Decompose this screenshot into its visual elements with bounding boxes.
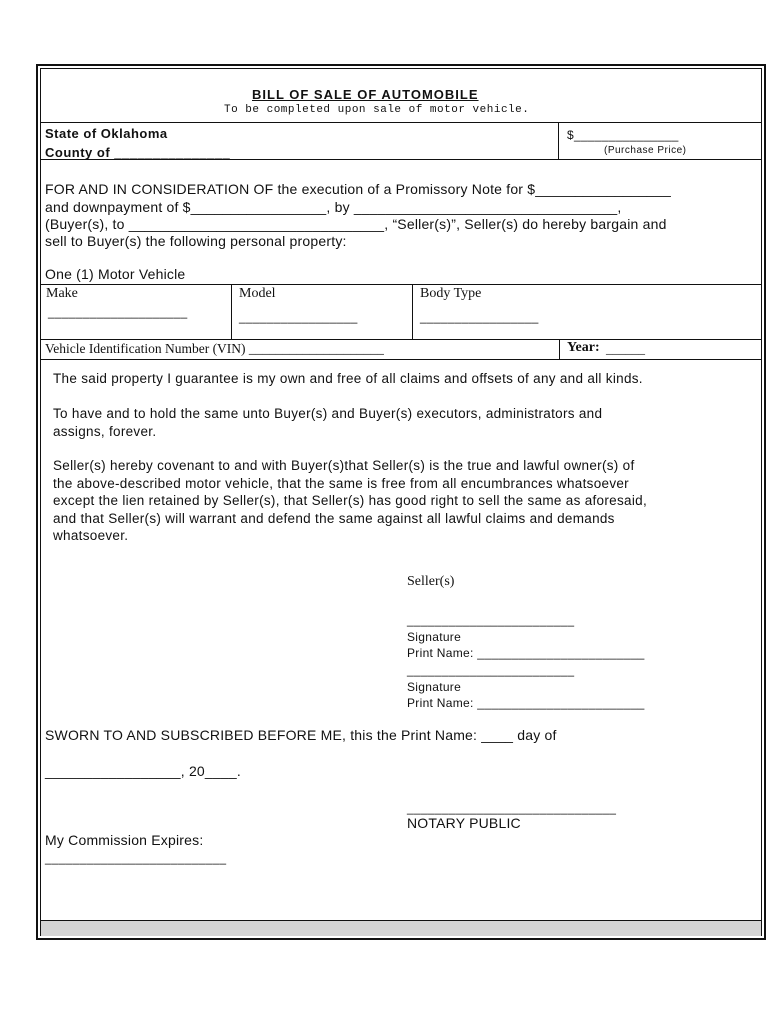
guarantee-text: The said property I guarantee is my own and free of all claims and offsets of any and all kinds.	[53, 371, 643, 386]
vin-field[interactable]: Vehicle Identification Number (VIN) ____________________	[45, 341, 384, 356]
make-field[interactable]: ____________________	[48, 305, 188, 319]
covenant-text-4: and that Seller(s) will warrant and defend the same against all lawful claims and demands	[53, 511, 615, 526]
signature-line-2[interactable]: ________________________	[407, 663, 575, 677]
purchase-price-label: (Purchase Price)	[604, 145, 687, 156]
year-field[interactable]: ______	[606, 341, 645, 356]
divider	[558, 123, 559, 159]
commission-expires-label: My Commission Expires:	[45, 832, 204, 848]
consideration-line-1: FOR AND IN CONSIDERATION OF the execution of a Promissory Note for $_________________	[45, 181, 672, 197]
divider	[41, 284, 761, 285]
divider	[41, 359, 761, 360]
signature-label-2: Signature	[407, 680, 462, 694]
sellers-label: Seller(s)	[407, 574, 455, 589]
consideration-line-2: and downpayment of $_________________, by _________________________________,	[45, 199, 622, 215]
divider	[41, 339, 761, 340]
make-label: Make	[46, 286, 78, 301]
consideration-line-3: (Buyer(s), to ________________________________, “Seller(s)”, Seller(s) do hereby bargain and	[45, 216, 667, 232]
covenant-text-1: Seller(s) hereby covenant to and with Buyer(s)that Seller(s) is the true and lawful owner(s) of	[53, 458, 635, 473]
sworn-text: SWORN TO AND SUBSCRIBED BEFORE ME, this the Print Name: ____ day of	[45, 727, 557, 743]
county-field[interactable]: County of _______________	[45, 145, 231, 160]
divider	[41, 122, 761, 123]
body-type-field[interactable]: _________________	[420, 310, 539, 324]
body-type-label: Body Type	[420, 286, 482, 301]
model-label: Model	[239, 286, 276, 301]
notary-signature-line[interactable]: ______________________________	[407, 801, 617, 815]
covenant-text-2: the above-described motor vehicle, that the same is free from all encumbrances whatsoever	[53, 476, 629, 491]
form-title: BILL OF SALE OF AUTOMOBILE	[252, 87, 479, 102]
date-field[interactable]: _________________, 20____.	[45, 763, 241, 779]
have-hold-text-2: assigns, forever.	[53, 424, 157, 439]
commission-expires-field[interactable]: __________________________	[45, 851, 227, 865]
purchase-price-field[interactable]: $_______________	[567, 128, 679, 142]
notary-public-label: NOTARY PUBLIC	[407, 815, 521, 831]
form-footer-bar	[41, 920, 761, 936]
covenant-text-5: whatsoever.	[53, 528, 129, 543]
divider	[412, 284, 413, 339]
signature-line-1[interactable]: ________________________	[407, 613, 575, 627]
consideration-line-4: sell to Buyer(s) the following personal property:	[45, 233, 347, 249]
state-label: State of Oklahoma	[45, 126, 168, 141]
signature-label-1: Signature	[407, 630, 462, 644]
print-name-field-2[interactable]: Print Name: ________________________	[407, 696, 645, 710]
have-hold-text-1: To have and to hold the same unto Buyer(s) and Buyer(s) executors, administrators and	[53, 406, 603, 421]
model-field[interactable]: _________________	[239, 310, 358, 324]
form-subtitle: To be completed upon sale of motor vehicle.	[224, 104, 530, 116]
vehicle-heading: One (1) Motor Vehicle	[45, 266, 186, 282]
divider	[559, 339, 560, 359]
print-name-field-1[interactable]: Print Name: ________________________	[407, 646, 645, 660]
year-label: Year:	[567, 340, 600, 355]
covenant-text-3: except the lien retained by Seller(s), that Seller(s) has good right to sell the same as aforesaid,	[53, 493, 647, 508]
divider	[231, 284, 232, 339]
